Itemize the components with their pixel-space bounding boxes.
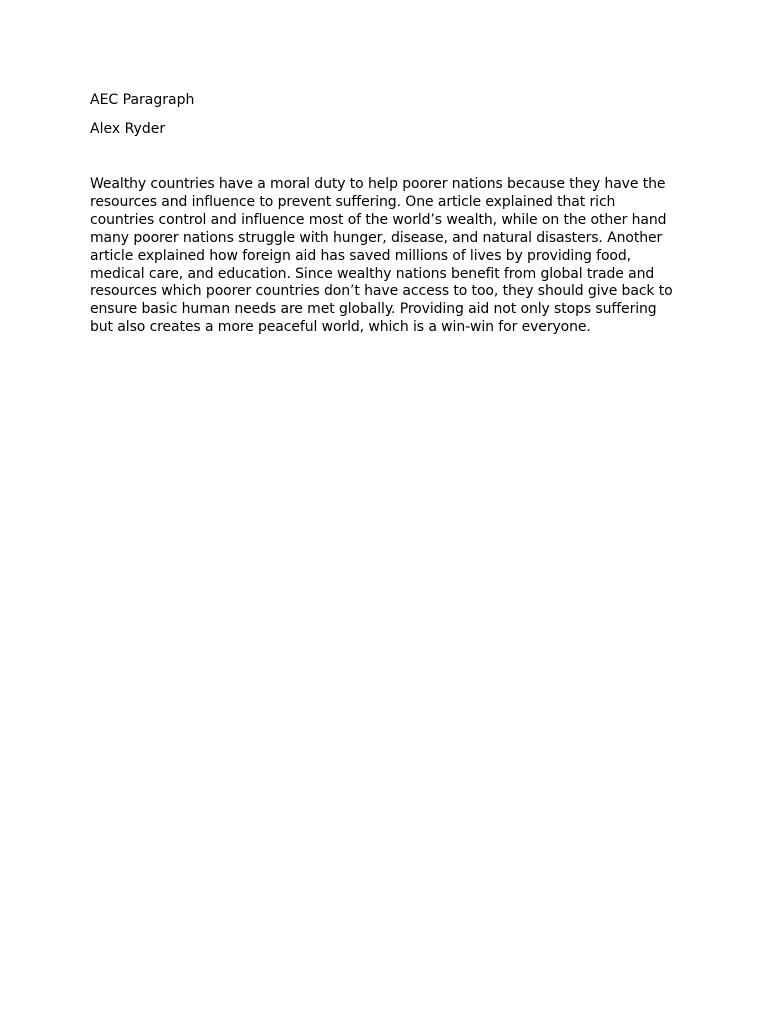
- document-title: AEC Paragraph: [90, 92, 195, 108]
- author-name: Alex Ryder: [90, 121, 166, 137]
- body-paragraph: Wealthy countries have a moral duty to help poorer nations because they have the resources and influence to prevent suffering. One article explained that rich countries control and influence most of the world’s wealth, while on the other hand many poorer nations struggle with hunger, disease, and natural disasters. Another article explained how foreign aid has saved millions of lives by providing food, medical care, and education. Since wealthy nations benefit from global trade and resources which poorer countries don’t have access to too, they should give back to ensure basic human needs are met globally. Providing aid not only stops suffering but also creates a more peaceful world, which is a win-win for everyone.: [90, 176, 673, 336]
